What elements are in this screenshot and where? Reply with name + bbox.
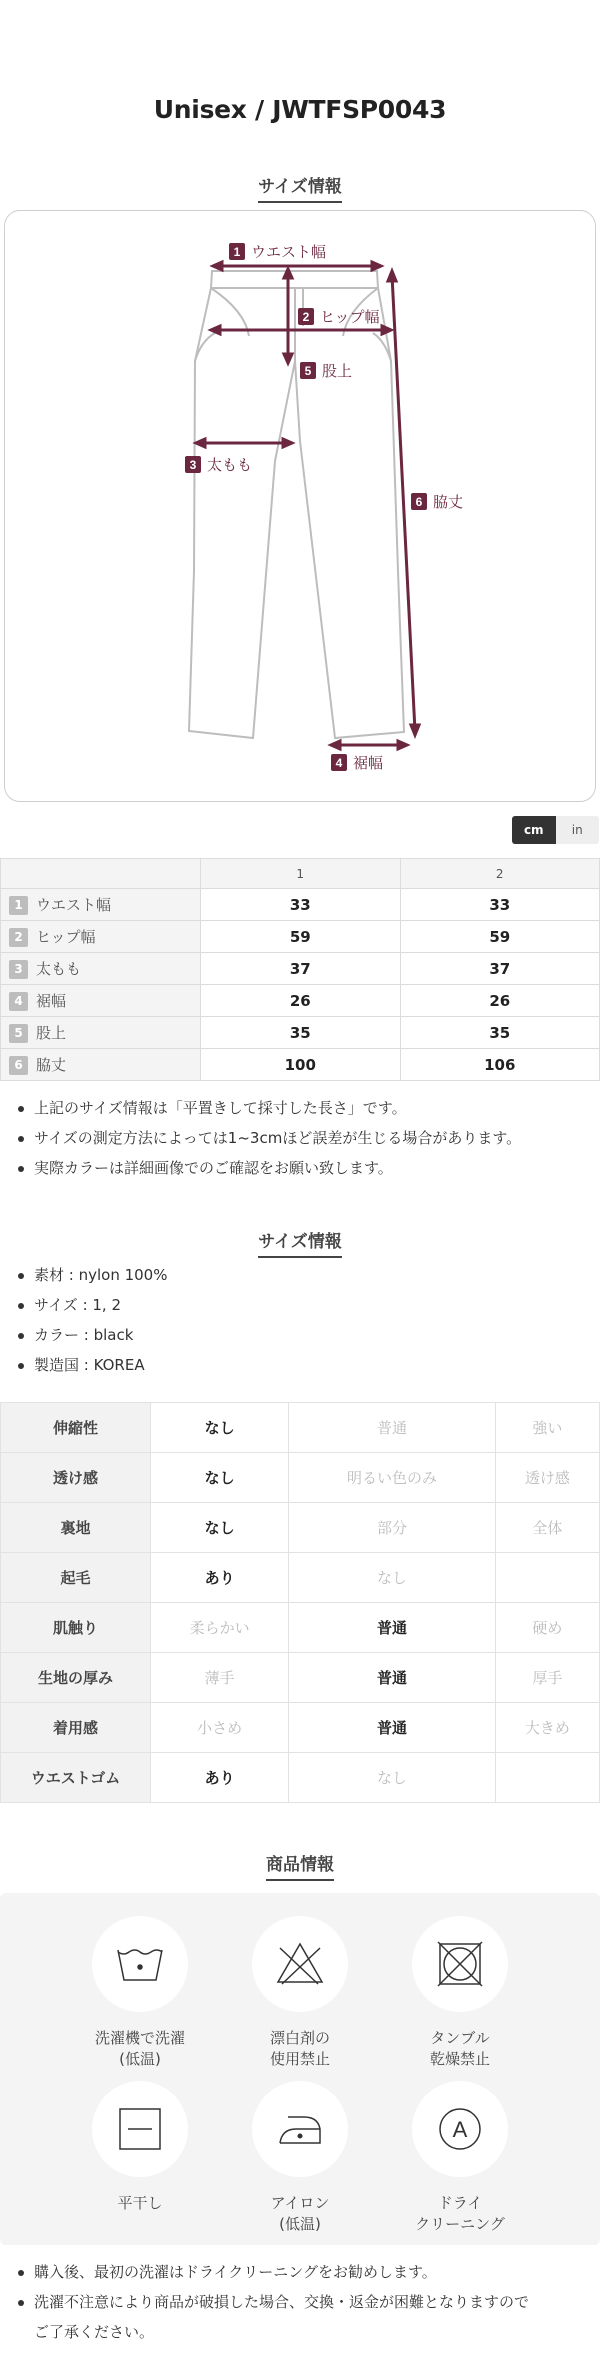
info-section-heading-text: サイズ情報 bbox=[258, 1227, 342, 1258]
info-section-heading bbox=[0, 1227, 600, 1258]
property-option: なし bbox=[151, 1503, 289, 1553]
row-label: 6 脇丈 bbox=[1, 1049, 201, 1081]
property-option: あり bbox=[151, 1553, 289, 1603]
property-option: 普通 bbox=[289, 1653, 495, 1703]
svg-text:5: 5 bbox=[304, 364, 312, 378]
unit-in-button[interactable]: in bbox=[556, 816, 600, 844]
pants-diagram-svg bbox=[5, 211, 597, 803]
table-row bbox=[1, 985, 600, 1017]
table-cell: 26 bbox=[201, 985, 401, 1017]
size-table bbox=[0, 858, 600, 1081]
care-label: 洗濯機で洗濯 (低温) bbox=[94, 2029, 185, 2068]
care-label: アイロン (低温) bbox=[270, 2194, 330, 2233]
care-label: 平干し bbox=[117, 2194, 163, 2212]
table-row bbox=[1, 1049, 600, 1081]
svg-text:裾幅: 裾幅 bbox=[353, 755, 384, 772]
no-bleach-icon bbox=[252, 1916, 348, 2012]
spec-size: サイズ : 1, 2 bbox=[18, 1290, 167, 1320]
property-option: 普通 bbox=[289, 1403, 495, 1453]
row-label: 3 太もも bbox=[1, 953, 201, 985]
care-note-continuation: ご了承ください。 bbox=[34, 2323, 155, 2341]
svg-text:4: 4 bbox=[335, 756, 343, 770]
table-row bbox=[1, 1753, 600, 1803]
iron-low-temp-icon bbox=[252, 2081, 348, 2177]
svg-text:3: 3 bbox=[189, 458, 197, 472]
measurement-labels bbox=[185, 243, 463, 772]
property-option: 全体 bbox=[495, 1503, 599, 1553]
care-item-tumble bbox=[380, 1916, 540, 2070]
table-cell: 26 bbox=[400, 985, 600, 1017]
list-item: サイズの測定方法によっては1~3cmほど誤差が生じる場合があります。 bbox=[18, 1123, 521, 1153]
size-column-1: 1 bbox=[201, 859, 401, 889]
size-table-corner bbox=[1, 859, 201, 889]
label-rise bbox=[300, 362, 352, 380]
list-item: 洗濯不注意により商品が破損した場合、交換・返金が困難となりますので bbox=[18, 2287, 529, 2317]
care-instructions bbox=[0, 1893, 600, 2245]
row-label: 5 股上 bbox=[1, 1017, 201, 1049]
table-cell: 59 bbox=[400, 921, 600, 953]
svg-text:脇丈: 脇丈 bbox=[433, 494, 464, 511]
svg-text:股上: 股上 bbox=[322, 363, 353, 380]
label-hip bbox=[298, 308, 380, 326]
svg-text:ヒップ幅: ヒップ幅 bbox=[320, 309, 380, 326]
table-row bbox=[1, 889, 600, 921]
table-row bbox=[1, 1017, 600, 1049]
table-cell: 37 bbox=[400, 953, 600, 985]
svg-text:1: 1 bbox=[233, 245, 241, 259]
label-waist bbox=[229, 243, 326, 261]
property-option bbox=[495, 1553, 599, 1603]
list-item: 購入後、最初の洗濯はドライクリーニングをお勧めします。 bbox=[18, 2257, 529, 2287]
property-label: 生地の厚み bbox=[1, 1653, 151, 1703]
size-table-header bbox=[1, 859, 600, 889]
property-option: 強い bbox=[495, 1403, 599, 1453]
list-item: 実際カラーは詳細画像でのご確認をお願い致します。 bbox=[18, 1153, 521, 1183]
svg-text:2: 2 bbox=[302, 310, 310, 324]
label-outseam bbox=[411, 493, 463, 511]
table-row bbox=[1, 1703, 600, 1753]
property-option: 厚手 bbox=[495, 1653, 599, 1703]
property-option: なし bbox=[289, 1553, 495, 1603]
care-item-wash bbox=[60, 1916, 220, 2070]
property-option: 透け感 bbox=[495, 1453, 599, 1503]
table-row bbox=[1, 1453, 600, 1503]
table-cell: 35 bbox=[201, 1017, 401, 1049]
property-option bbox=[495, 1753, 599, 1803]
care-section-heading bbox=[0, 1850, 600, 1881]
property-label: 起毛 bbox=[1, 1553, 151, 1603]
property-label: 着用感 bbox=[1, 1703, 151, 1753]
care-section-heading-text: 商品情報 bbox=[266, 1850, 334, 1881]
no-tumble-dry-icon bbox=[412, 1916, 508, 2012]
property-option: 部分 bbox=[289, 1503, 495, 1553]
table-cell: 33 bbox=[400, 889, 600, 921]
care-notes bbox=[18, 2257, 529, 2317]
dry-flat-icon bbox=[92, 2081, 188, 2177]
property-option: 硬め bbox=[495, 1603, 599, 1653]
label-thigh bbox=[185, 456, 252, 474]
row-label: 4 裾幅 bbox=[1, 985, 201, 1017]
label-hem bbox=[331, 754, 383, 772]
spec-material: 素材 : nylon 100% bbox=[18, 1260, 167, 1290]
svg-text:A: A bbox=[452, 2117, 468, 2142]
spec-list bbox=[18, 1260, 167, 1380]
size-diagram bbox=[4, 210, 596, 802]
property-option: あり bbox=[151, 1753, 289, 1803]
table-cell: 33 bbox=[201, 889, 401, 921]
property-label: 裏地 bbox=[1, 1503, 151, 1553]
care-item-dry-clean bbox=[380, 2081, 540, 2235]
product-title: Unisex / JWTFSP0043 bbox=[153, 95, 447, 124]
table-row bbox=[1, 953, 600, 985]
property-option: 大きめ bbox=[495, 1703, 599, 1753]
table-cell: 35 bbox=[400, 1017, 600, 1049]
table-row bbox=[1, 1653, 600, 1703]
svg-text:太もも: 太もも bbox=[207, 457, 253, 474]
table-cell: 37 bbox=[201, 953, 401, 985]
size-section-heading bbox=[0, 172, 600, 203]
care-label: ドライ クリーニング bbox=[415, 2194, 505, 2233]
care-item-flat-dry bbox=[60, 2081, 220, 2214]
row-label: 1 ウエスト幅 bbox=[1, 889, 201, 921]
property-option: 普通 bbox=[289, 1703, 495, 1753]
size-notes bbox=[18, 1093, 521, 1183]
care-label: 漂白剤の 使用禁止 bbox=[269, 2029, 330, 2068]
spec-color: カラー : black bbox=[18, 1320, 167, 1350]
care-label: タンブル 乾燥禁止 bbox=[429, 2029, 490, 2068]
wash-low-temp-icon bbox=[92, 1916, 188, 2012]
dry-clean-icon bbox=[412, 2081, 508, 2177]
property-option: 明るい色のみ bbox=[289, 1453, 495, 1503]
spec-origin: 製造国 : KOREA bbox=[18, 1350, 167, 1380]
row-label: 2 ヒップ幅 bbox=[1, 921, 201, 953]
care-item-bleach bbox=[220, 1916, 380, 2070]
size-column-2: 2 bbox=[400, 859, 600, 889]
table-cell: 59 bbox=[201, 921, 401, 953]
table-cell: 106 bbox=[400, 1049, 600, 1081]
table-row bbox=[1, 1553, 600, 1603]
unit-toggle bbox=[512, 816, 599, 844]
property-label: 肌触り bbox=[1, 1603, 151, 1653]
table-row bbox=[1, 1503, 600, 1553]
unit-cm-button[interactable]: cm bbox=[512, 816, 556, 844]
care-item-iron bbox=[220, 2081, 380, 2235]
table-cell: 100 bbox=[201, 1049, 401, 1081]
table-row bbox=[1, 1603, 600, 1653]
table-row bbox=[1, 1403, 600, 1453]
property-label: 伸縮性 bbox=[1, 1403, 151, 1453]
property-option: なし bbox=[151, 1403, 289, 1453]
fabric-property-table bbox=[0, 1402, 600, 1803]
property-label: 透け感 bbox=[1, 1453, 151, 1503]
property-option: 薄手 bbox=[151, 1653, 289, 1703]
property-option: なし bbox=[289, 1753, 495, 1803]
svg-text:ウエスト幅: ウエスト幅 bbox=[251, 244, 327, 261]
pants-outline bbox=[189, 271, 404, 738]
property-option: 柔らかい bbox=[151, 1603, 289, 1653]
property-option: 小さめ bbox=[151, 1703, 289, 1753]
list-item: 上記のサイズ情報は「平置きして採寸した長さ」です。 bbox=[18, 1093, 521, 1123]
size-section-heading-text: サイズ情報 bbox=[258, 172, 342, 203]
property-option: 普通 bbox=[289, 1603, 495, 1653]
svg-text:6: 6 bbox=[415, 495, 423, 509]
property-label: ウエストゴム bbox=[1, 1753, 151, 1803]
table-row bbox=[1, 921, 600, 953]
property-option: なし bbox=[151, 1453, 289, 1503]
